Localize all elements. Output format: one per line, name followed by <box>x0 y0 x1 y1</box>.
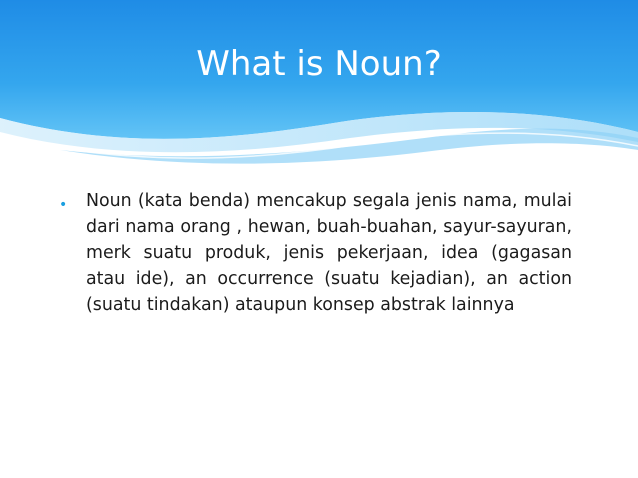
bullet-list <box>58 188 572 318</box>
bullet-item <box>58 188 572 318</box>
bullet-text: Noun (kata benda) mencakup segala jenis nama, mulai dari nama orang , hewan, buah-buahan, sayur-sayuran, merk suatu produk, jenis pekerjaan, idea (gagasan atau ide), an occurrence (suatu kejadian), an action (suatu tindakan) ataupun konsep abstrak lainnya <box>86 191 572 315</box>
slide-title: What is Noun? <box>196 44 442 84</box>
bullet-icon: • <box>59 197 68 213</box>
header-wave-banner <box>0 0 638 190</box>
